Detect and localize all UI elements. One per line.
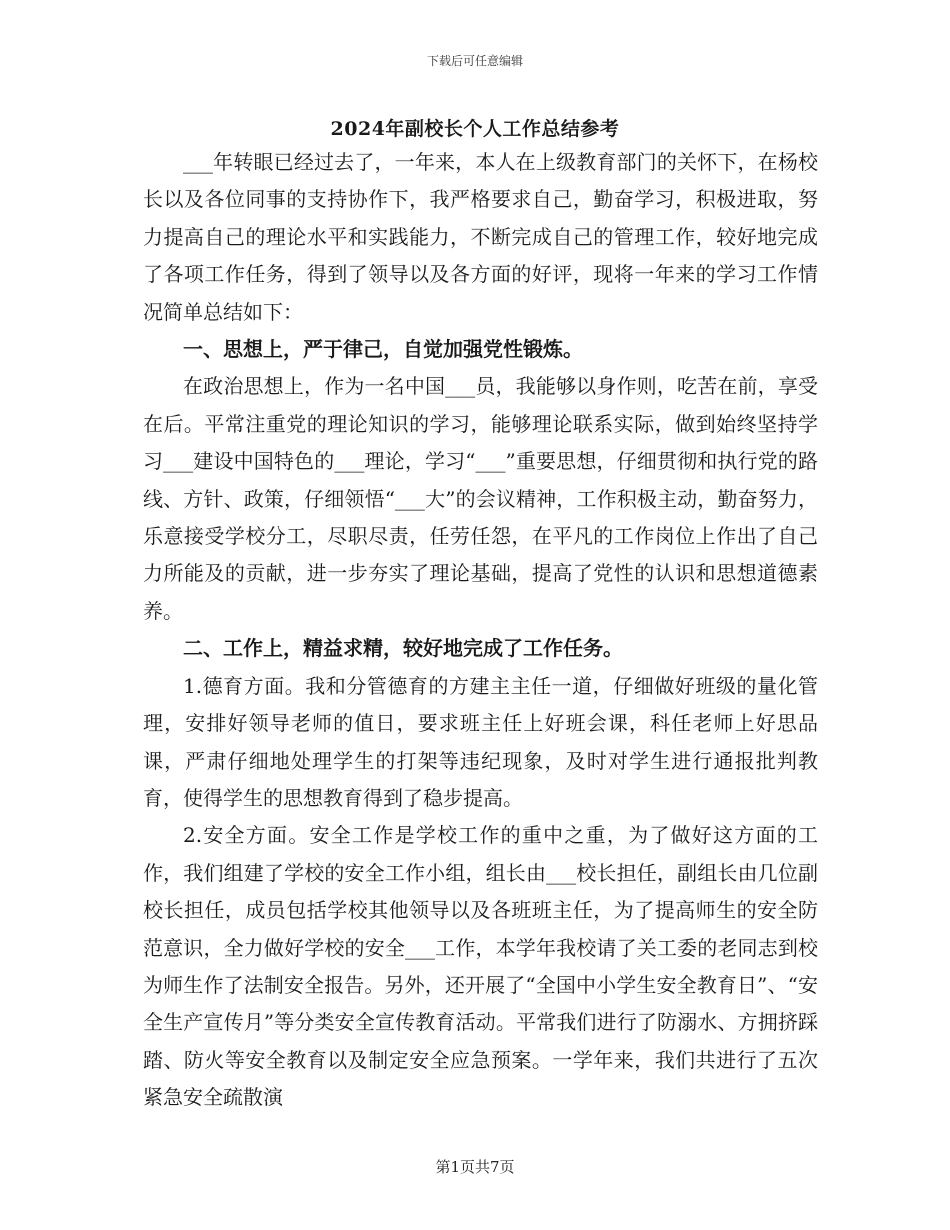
intro-paragraph: ___年转眼已经过去了，一年来，本人在上级教育部门的关怀下，在杨校长以及各位同事的支持协作下，我严格要求自己，勤奋学习，积极进取，努力提高自己的理论水平和实践能力，不断完成自己的管理工作，较好地完成了各项工作任务，得到了领导以及各方面的好评，现将一年来的学习工作情况简单总结如下：	[143, 150, 818, 324]
document-title: 2024年副校长个人工作总结参考	[330, 118, 620, 140]
page-header-note: 下载后可任意编辑	[426, 54, 523, 68]
moral-education-paragraph: 1.德育方面。我和分管德育的方建主主任一道，仔细做好班级的量化管理，安排好领导老师的值日，要求班主任上好班会课，科任老师上好思品课，严肃仔细地处理学生的打架等违纪现象，及时对学生进行通报批判教育，使得学生的思想教育得到了稳步提高。	[143, 673, 818, 810]
page-number-footer: 第1页共7页	[435, 1158, 515, 1176]
section-heading-1: 一、思想上，严于律己，自觉加强党性锻炼。	[183, 337, 583, 362]
document-body	[143, 144, 818, 1117]
section-heading-2: 二、工作上，精益求精，较好地完成了工作任务。	[183, 636, 623, 661]
section-1-paragraph: 在政治思想上，作为一名中国___员，我能够以身作则，吃苦在前，享受在后。平常注重党的理论知识的学习，能够理论联系实际，做到始终坚持学习___建设中国特色的___理论，学习“___”重要思想，仔细贯彻和执行党的路线、方针、政策，仔细领悟“___大”的会议精神，工作积极主动，勤奋努力，乐意接受学校分工，尽职尽责，任劳任怨，在平凡的工作岗位上作出了自己力所能及的贡献，进一步夯实了理论基础，提高了党性的认识和思想道德素养。	[143, 374, 818, 623]
safety-paragraph: 2.安全方面。安全工作是学校工作的重中之重，为了做好这方面的工作，我们组建了学校的安全工作小组，组长由___校长担任，副组长由几位副校长担任，成员包括学校其他领导以及各班班主任，为了提高师生的安全防范意识，全力做好学校的安全___工作，本学年我校请了关工委的老同志到校为师生作了法制安全报告。另外，还开展了“全国中小学生安全教育日”、“安全生产宣传月”等分类安全宣传教育活动。平常我们进行了防溺水、方拥挤踩踏、防火等安全教育以及制定安全应急预案。一学年来，我们共进行了五次紧急安全疏散演	[143, 823, 818, 1110]
